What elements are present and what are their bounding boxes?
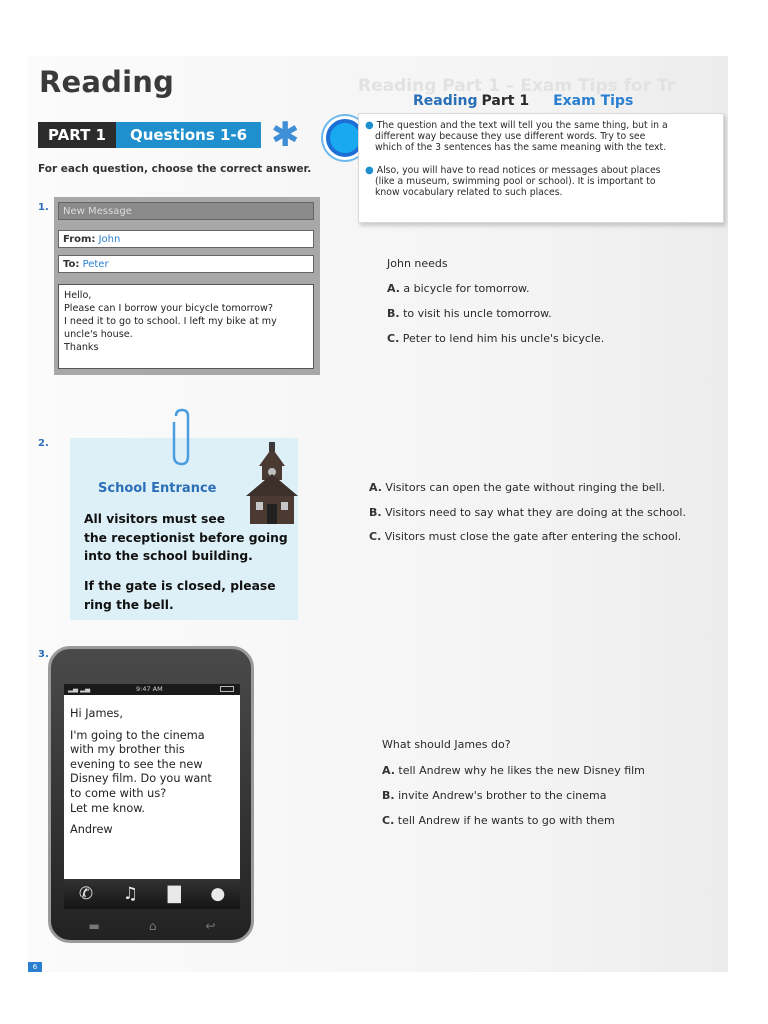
q1-option-b[interactable]: B. to visit his uncle tomorrow. <box>387 307 552 320</box>
music-icon: ♫ <box>122 884 138 904</box>
new-message-panel <box>54 197 320 375</box>
question-number-1: 1. <box>38 202 49 213</box>
questions-range: Questions 1-6 <box>116 122 261 148</box>
page-number: 6 <box>28 962 42 972</box>
battery-icon <box>220 686 234 692</box>
tips-heading-tips: Exam Tips <box>553 93 634 109</box>
bullet-icon: ● <box>365 165 374 176</box>
sign-notice-2: If the gate is closed, please ring the bell. <box>84 579 276 612</box>
message-header: New Message <box>58 202 314 220</box>
page-title: Reading <box>39 65 175 99</box>
q3-option-b[interactable]: B. invite Andrew's brother to the cinema <box>382 789 607 802</box>
bleed-through-heading: Reading Part 1 – Exam Tips for Tr <box>358 76 676 96</box>
part-badge <box>38 122 261 148</box>
exam-tips-box <box>358 113 724 223</box>
tips-heading-reading: Reading <box>413 93 478 109</box>
phone-status-bar <box>64 684 240 695</box>
message-to-row: To: Peter <box>58 255 314 273</box>
tip-1: ● The question and the text will tell you the same thing, but in a different way because they use different words. Try to see which of the 3 sentences has the same meaning with the text. <box>365 120 668 153</box>
tip-2: ● Also, you will have to read notices or messages about places (like a museum, swimming pool or school). It is important to know vocabulary related to such places. <box>365 165 661 198</box>
part-label: PART 1 <box>38 122 116 148</box>
phone-icon: ✆ <box>78 884 94 904</box>
asterisk-icon: ✱ <box>271 115 300 155</box>
tips-heading-part: Part 1 <box>481 93 530 109</box>
question-number-2: 2. <box>38 438 49 449</box>
bullet-icon: ● <box>365 120 374 131</box>
status-time: 9:47 AM <box>136 685 163 693</box>
q2-option-c[interactable]: C. Visitors must close the gate after entering the school. <box>369 530 682 543</box>
globe-icon: ● <box>210 884 226 904</box>
message-from-row: From: John <box>58 230 314 248</box>
exam-tips-heading <box>413 93 633 109</box>
signal-icon: ▂▄ ▂▄ <box>68 685 91 693</box>
workbook-page <box>28 56 728 972</box>
back-icon: ↩ <box>205 919 216 933</box>
q3-option-c[interactable]: C. tell Andrew if he wants to go with them <box>382 814 615 827</box>
question-number-3: 3. <box>38 649 49 660</box>
question-3-stem: What should James do? <box>382 738 511 751</box>
q2-option-b[interactable]: B. Visitors need to say what they are doing at the school. <box>369 506 686 519</box>
phone-dock <box>64 879 240 909</box>
sign-notice-1: All visitors must see the receptionist before going into the school building. <box>84 512 288 563</box>
menu-icon: ▬ <box>88 919 100 933</box>
message-body: Hello, Please can I borrow your bicycle tomorrow? I need it to go to school. I left my bike at my uncle's house. Thanks <box>58 284 314 369</box>
instruction-text: For each question, choose the correct answer. <box>38 163 312 175</box>
question-1-stem: John needs <box>387 257 448 270</box>
phone-nav-row <box>64 916 240 936</box>
q1-option-a[interactable]: A. a bicycle for tomorrow. <box>387 282 530 295</box>
sms-message: Hi James, I'm going to the cinema with my brother this evening to see the new Disney film. Do you want to come with us? Let me know. Andrew <box>70 707 212 837</box>
q3-option-a[interactable]: A. tell Andrew why he likes the new Disney film <box>382 764 645 777</box>
q2-option-a[interactable]: A. Visitors can open the gate without ringing the bell. <box>369 481 666 494</box>
briefcase-icon: ▇ <box>167 884 181 904</box>
phone-screen <box>64 695 240 879</box>
paperclip-icon <box>168 408 196 468</box>
q1-option-c[interactable]: C. Peter to lend him his uncle's bicycle. <box>387 332 605 345</box>
home-icon: ⌂ <box>148 919 157 933</box>
sign-title: School Entrance <box>98 481 217 496</box>
